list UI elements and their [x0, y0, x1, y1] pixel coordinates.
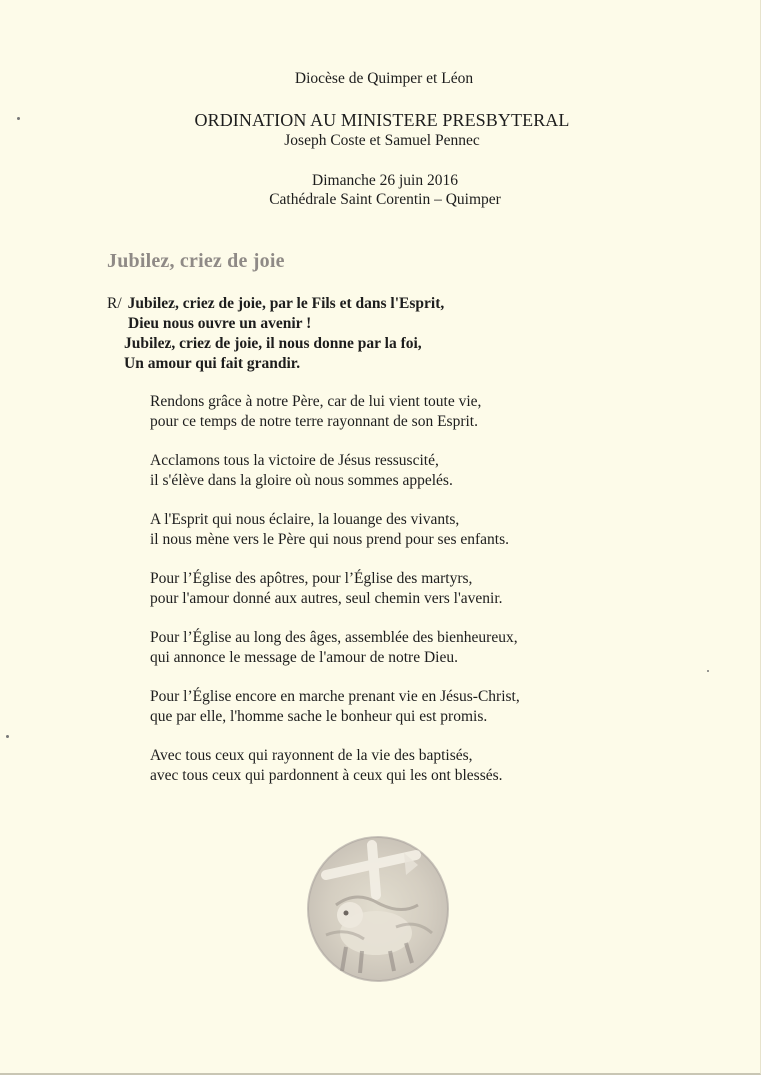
verse-line: il s'élève dans la gloire où nous sommes appelés.: [150, 472, 453, 489]
refrain: [107, 294, 444, 374]
verse: [150, 687, 520, 727]
refrain-line: Dieu nous ouvre un avenir !: [128, 315, 312, 332]
verse: [150, 510, 520, 550]
ceremony-title: ORDINATION AU MINISTERE PRESBYTERAL: [194, 110, 570, 130]
verse-line: avec tous ceux qui pardonnent à ceux qui les ont blessés.: [150, 767, 503, 784]
verses: [150, 392, 520, 805]
paper-speck: [17, 117, 20, 120]
song-title: Jubilez, criez de joie: [107, 250, 285, 272]
verse: [150, 628, 520, 668]
ceremony-place: Cathédrale Saint Corentin – Quimper: [269, 191, 501, 208]
ordinands-names: Joseph Coste et Samuel Pennec: [284, 132, 480, 149]
verse-line: Pour l’Église des apôtres, pour l’Église des martyrs,: [150, 570, 473, 587]
verse-line: que par elle, l'homme sache le bonheur qui est promis.: [150, 708, 488, 725]
verse: [150, 451, 520, 491]
verse: [150, 746, 520, 786]
verse: [150, 569, 520, 609]
refrain-line: Un amour qui fait grandir.: [124, 355, 301, 372]
verse-line: Pour l’Église au long des âges, assemblée des bienheureux,: [150, 629, 518, 646]
verse: [150, 392, 520, 432]
ceremony-date: Dimanche 26 juin 2016: [312, 172, 458, 189]
paper-speck: [6, 735, 9, 738]
verse-line: il nous mène vers le Père qui nous prend pour ses enfants.: [150, 531, 510, 548]
refrain-marker: R/: [107, 295, 122, 312]
verse-line: A l'Esprit qui nous éclaire, la louange des vivants,: [150, 511, 460, 528]
verse-line: Pour l’Église encore en marche prenant vie en Jésus-Christ,: [150, 688, 520, 705]
paper-speck: [707, 670, 709, 672]
diocese-heading: Diocèse de Quimper et Léon: [294, 70, 474, 87]
verse-line: pour l'amour donné aux autres, seul chemin vers l'avenir.: [150, 590, 503, 607]
verse-line: Avec tous ceux qui rayonnent de la vie des baptisés,: [150, 747, 473, 764]
verse-line: pour ce temps de notre terre rayonnant de son Esprit.: [150, 413, 478, 430]
verse-line: Rendons grâce à notre Père, car de lui vient toute vie,: [150, 393, 482, 410]
verse-line: qui annonce le message de l'amour de notre Dieu.: [150, 649, 458, 666]
refrain-line: Jubilez, criez de joie, il nous donne par la foi,: [124, 335, 422, 352]
lamb-of-god-medallion-icon: [306, 835, 451, 983]
refrain-line: R/ Jubilez, criez de joie, par le Fils et dans l'Esprit,: [107, 295, 445, 312]
verse-line: Acclamons tous la victoire de Jésus ressuscité,: [150, 452, 439, 469]
